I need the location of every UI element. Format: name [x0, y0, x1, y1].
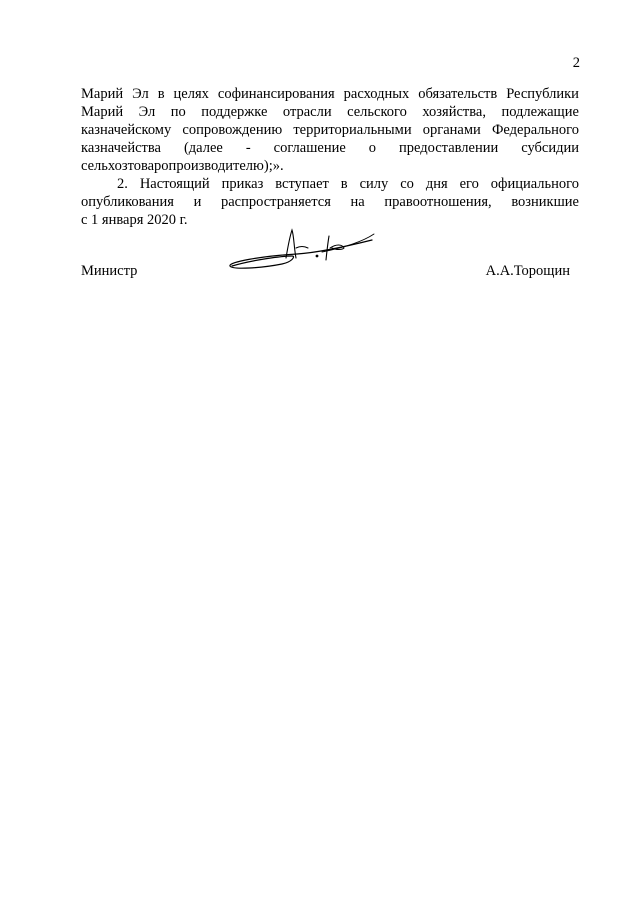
word: органами	[422, 122, 481, 138]
word: Федерального	[491, 122, 579, 138]
word: сопровождению	[182, 122, 283, 138]
word: силу	[359, 176, 389, 192]
word: его	[459, 176, 479, 192]
word: Эл	[138, 104, 156, 120]
word: казначейства	[81, 140, 161, 156]
word: отрасли	[282, 104, 332, 120]
signer-name: А.А.Торощин	[485, 263, 570, 279]
word: в	[340, 176, 348, 192]
word: Эл	[132, 86, 149, 102]
word: возникшие	[511, 194, 579, 210]
word: распространяется	[221, 194, 331, 210]
word: соглашение	[273, 140, 346, 156]
paragraph-1-line-1	[81, 85, 579, 103]
paragraph-1-line-4	[81, 139, 579, 157]
word: со	[400, 176, 414, 192]
word: на	[350, 194, 365, 210]
page-number: 2	[572, 55, 580, 71]
paragraph-2-line-3: с 1 января 2020 г.	[81, 212, 188, 228]
word: субсидии	[521, 140, 579, 156]
signature-row	[81, 262, 579, 280]
word: правоотношения,	[384, 194, 492, 210]
word: опубликования	[81, 194, 174, 210]
paragraph-1-line-5: сельхозтоваропроизводителю);».	[81, 158, 284, 174]
word: Марий	[81, 86, 124, 102]
word: предоставлении	[399, 140, 499, 156]
paragraph-2-line-1	[81, 175, 579, 193]
word: вступает	[275, 176, 329, 192]
word: поддержке	[201, 104, 268, 120]
word: приказ	[221, 176, 264, 192]
signer-title: Министр	[81, 263, 138, 279]
word: территориальными	[293, 122, 412, 138]
word: обязательств	[418, 86, 498, 102]
word: по	[170, 104, 186, 120]
word: казначейскому	[81, 122, 172, 138]
word: о	[368, 140, 377, 156]
paragraph-1-line-3	[81, 121, 579, 139]
word: хозяйства,	[422, 104, 486, 120]
word: подлежащие	[501, 104, 579, 120]
word: и	[193, 194, 202, 210]
word: Настоящий	[139, 176, 210, 192]
word: Марий	[81, 104, 124, 120]
paragraph-2-line-2	[81, 193, 579, 211]
word: сельского	[347, 104, 407, 120]
word: дня	[425, 176, 448, 192]
word: целях	[173, 86, 209, 102]
word: Республики	[506, 86, 579, 102]
paragraph-1-line-2	[81, 103, 579, 121]
word: в	[157, 86, 165, 102]
word: софинансирования	[217, 86, 335, 102]
body-text	[81, 85, 579, 229]
word: (далее	[183, 140, 223, 156]
word: расходных	[343, 86, 410, 102]
word: 2.	[117, 176, 128, 192]
word: -	[245, 140, 251, 156]
word: официального	[490, 176, 579, 192]
